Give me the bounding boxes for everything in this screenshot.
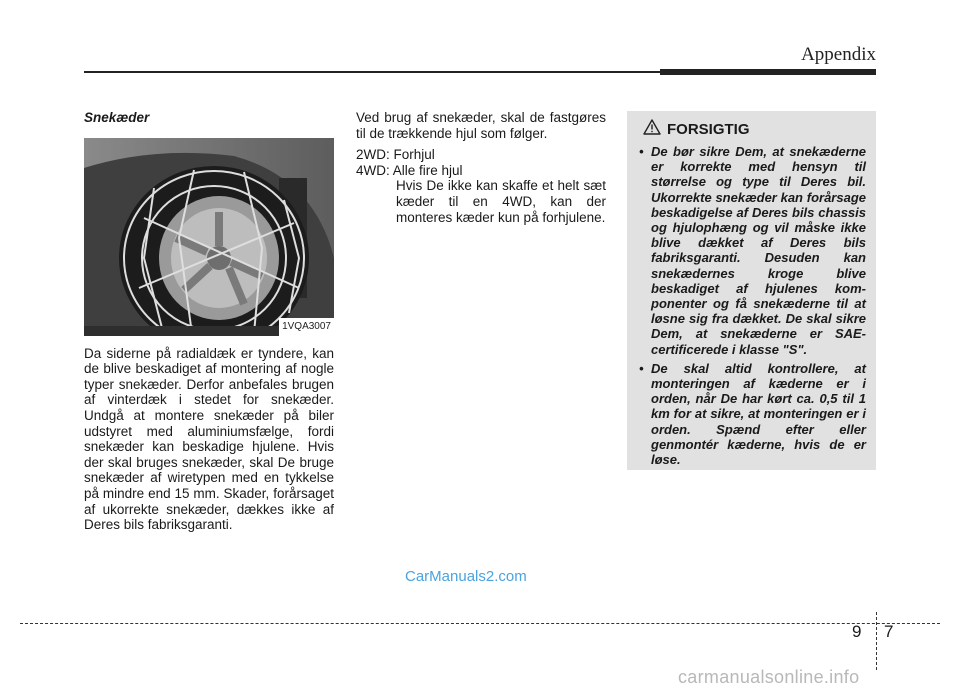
caution-header — [637, 119, 866, 140]
caution-list — [637, 144, 866, 467]
header-rule-accent — [660, 69, 876, 75]
line-2wd: 2WD: Forhjul — [356, 147, 435, 163]
bullet-icon: • — [639, 144, 644, 159]
line-4wd: 4WD: Alle fire hjul — [356, 162, 463, 178]
snow-chain-photo — [84, 138, 334, 336]
caution-title: FORSIGTIG — [667, 121, 750, 138]
warning-triangle-icon — [643, 119, 661, 140]
section-title: Appendix — [801, 44, 876, 65]
site-watermark-link[interactable]: CarManuals2.com — [405, 568, 527, 585]
page-section-number: 9 — [852, 622, 862, 641]
tire-with-chain-illustration — [84, 138, 334, 336]
caution-item: • De skal altid kontrollere, at monteringen af kæderne er i orden, når De har kørt ca. 0,5 til 1 km for at sikre, at monteringen er i orden. Spænd efter eller genmontér kæderne, hvis de er løse. — [639, 360, 866, 468]
footer-divider — [20, 623, 940, 624]
intro-paragraph: Ved brug af snekæder, skal de fastgøres til de trækkende hjul som følger. — [356, 110, 606, 141]
middle-column — [356, 110, 606, 225]
header-rule — [84, 71, 660, 73]
page-number: 7 — [884, 622, 894, 641]
caution-box — [627, 111, 876, 470]
note-paragraph: Hvis De ikke kan skaffe et helt sæt kæder til en 4WD, kan der monteres kæder kun på forhjulene. — [396, 178, 606, 225]
footer-watermark: carmanualsonline.info — [678, 667, 860, 687]
caution-item: • De bør sikre Dem, at snekæderne er korrekte med hensyn til størrelse og type til Deres bil. Ukorrekte snekæder kan forårsage beskadigelse af Deres bils chassis og hjulophæng og vil måske ikke blive dækket af Deres bils fabriksgaranti. Desuden kan snekædernes kroge blive beskadiget af hjulenes kom-ponenter og få snekæderne til at løsne sig fra dækket. De skal sikre Dem, at snekæderne er SAE-certificerede i klasse "S". — [639, 144, 866, 357]
section-heading: Snekæder — [84, 110, 150, 125]
left-column — [84, 110, 334, 533]
body-paragraph: Da siderne på radialdæk er tyndere, kan de blive beskadiget af montering af nogle typer snekæder. Derfor anbefales brugen af vinterdæk i stedet for snekæder. Undgå at montere snekæder på biler udstyret med aluminiumsfælge, fordi snekæder kan beskadige hjulene. Hvis der skal bruges snekæder, skal De bruge snekæder af wiretypen med en tykkelse på mindre end 15 mm. Skader, forårsaget af ukorrekte snekæder, dækkes ikke af Deres bils fabriksgaranti. — [84, 345, 334, 533]
page-number-divider — [876, 612, 877, 670]
figure-code: 1VQA3007 — [279, 318, 334, 336]
bullet-icon: • — [639, 360, 644, 376]
